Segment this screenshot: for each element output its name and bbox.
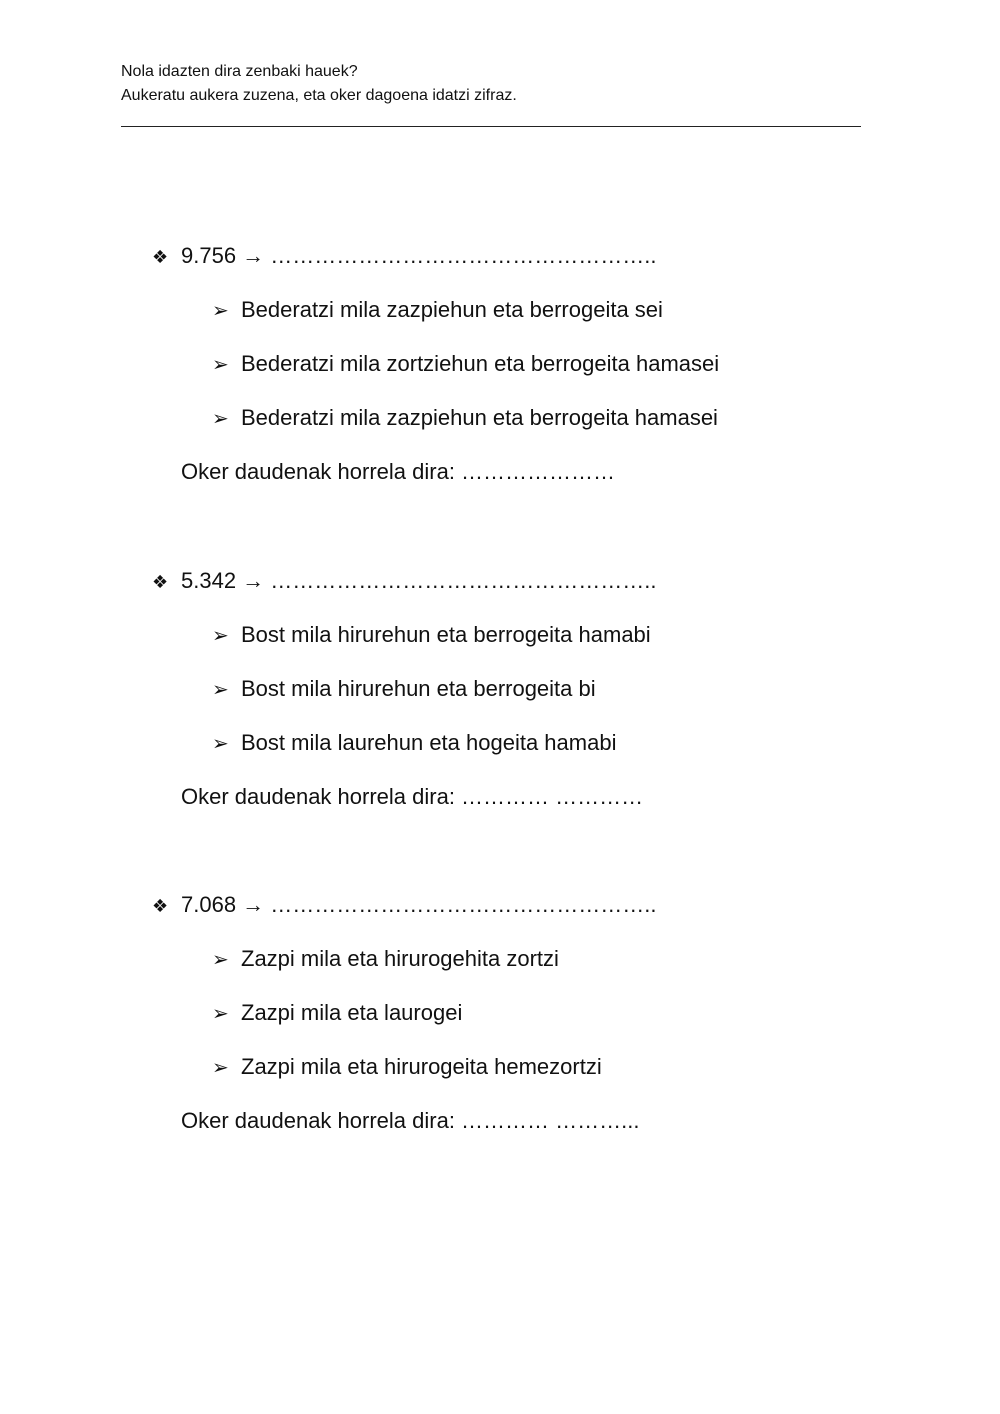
arrowhead-icon: ➢	[212, 1055, 229, 1079]
wrong-answers-line[interactable]: Oker daudenak horrela dira: …………………	[181, 459, 616, 484]
diamond-bullet-icon: ❖	[152, 896, 169, 917]
arrowhead-icon: ➢	[212, 406, 229, 430]
wrong-answers-line[interactable]: Oker daudenak horrela dira: ………… …………	[181, 784, 644, 809]
answer-option[interactable]	[212, 348, 912, 380]
answer-option-text: Zazpi mila eta hirurogeita hemezortzi	[241, 1054, 602, 1079]
arrowhead-icon: ➢	[212, 1001, 229, 1025]
question-prompt-text[interactable]: 5.342 → ……………………………………………..	[181, 568, 657, 593]
answer-option[interactable]	[212, 294, 912, 326]
worksheet-header	[121, 60, 861, 108]
arrowhead-icon: ➢	[212, 298, 229, 322]
answer-option[interactable]	[212, 619, 912, 651]
question-prompt	[152, 889, 912, 921]
answer-option-text: Bost mila hirurehun eta berrogeita hamabi	[241, 622, 651, 647]
answer-option-text: Bost mila hirurehun eta berrogeita bi	[241, 676, 596, 701]
worksheet-instructions: Aukeratu aukera zuzena, eta oker dagoena idatzi zifraz.	[121, 87, 517, 104]
question-1	[152, 240, 912, 488]
answer-option[interactable]	[212, 727, 912, 759]
answer-option-text: Bost mila laurehun eta hogeita hamabi	[241, 730, 617, 755]
wrong-answers-line[interactable]: Oker daudenak horrela dira: ………… ………...	[181, 1108, 640, 1133]
answer-option[interactable]	[212, 673, 912, 705]
arrowhead-icon: ➢	[212, 623, 229, 647]
answer-option-text: Bederatzi mila zortziehun eta berrogeita hamasei	[241, 351, 720, 376]
question-2	[152, 565, 912, 813]
worksheet-title: Nola idazten dira zenbaki hauek?	[121, 63, 358, 80]
question-prompt-text[interactable]: 9.756 → ……………………………………………..	[181, 243, 657, 268]
answer-option[interactable]	[212, 997, 912, 1029]
answer-option[interactable]	[212, 402, 912, 434]
diamond-bullet-icon: ❖	[152, 572, 169, 593]
arrowhead-icon: ➢	[212, 677, 229, 701]
answer-option[interactable]	[212, 1051, 912, 1083]
answer-option[interactable]	[212, 943, 912, 975]
question-prompt	[152, 565, 912, 597]
answer-option-text: Zazpi mila eta laurogei	[241, 1000, 463, 1025]
diamond-bullet-icon: ❖	[152, 247, 169, 268]
question-prompt	[152, 240, 912, 272]
arrowhead-icon: ➢	[212, 947, 229, 971]
answer-option-text: Zazpi mila eta hirurogehita zortzi	[241, 946, 559, 971]
question-prompt-text[interactable]: 7.068 → ……………………………………………..	[181, 892, 657, 917]
header-divider	[121, 126, 861, 127]
arrowhead-icon: ➢	[212, 352, 229, 376]
answer-option-text: Bederatzi mila zazpiehun eta berrogeita hamasei	[241, 405, 718, 430]
question-3	[152, 889, 912, 1137]
answer-option-text: Bederatzi mila zazpiehun eta berrogeita sei	[241, 297, 663, 322]
arrowhead-icon: ➢	[212, 731, 229, 755]
